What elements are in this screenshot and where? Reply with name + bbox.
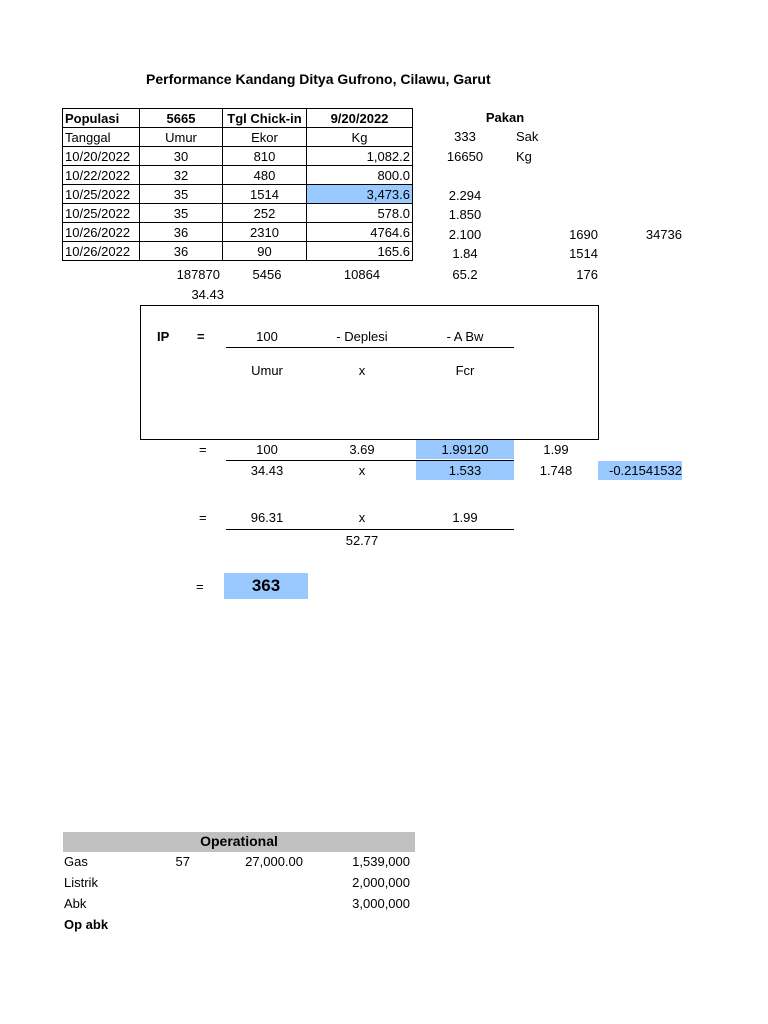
subheader-umur[interactable]: Umur bbox=[140, 128, 223, 147]
cell-tanggal[interactable]: 10/22/2022 bbox=[63, 166, 140, 185]
side-value-1690[interactable]: 1690 bbox=[569, 227, 598, 242]
formula-numerator-abw[interactable]: - A Bw bbox=[446, 329, 484, 344]
header-tgl-chickin[interactable]: Tgl Chick-in bbox=[223, 109, 307, 128]
calc1-den-fcr-selected[interactable]: 1.533 bbox=[416, 461, 514, 480]
cell-tanggal[interactable]: 10/26/2022 bbox=[63, 242, 140, 261]
calc1-den-x[interactable]: x bbox=[358, 463, 366, 478]
calc2-num-value[interactable]: 96.31 bbox=[250, 510, 284, 525]
calc1-den-extra[interactable]: 1.748 bbox=[539, 463, 573, 478]
side-value-176[interactable]: 176 bbox=[576, 267, 598, 282]
formula-denominator-x[interactable]: x bbox=[358, 363, 366, 378]
header-populasi[interactable]: Populasi bbox=[63, 109, 140, 128]
cell-tanggal[interactable]: 10/20/2022 bbox=[63, 147, 140, 166]
op-label-abk[interactable]: Abk bbox=[64, 896, 87, 911]
table-row bbox=[63, 242, 413, 261]
op-abk-label[interactable]: Op abk bbox=[64, 917, 109, 932]
table-row bbox=[63, 185, 413, 204]
cell-tanggal[interactable]: 10/25/2022 bbox=[63, 185, 140, 204]
cell-umur[interactable]: 35 bbox=[140, 204, 223, 223]
fcr-value[interactable]: 1.84 bbox=[452, 246, 478, 261]
calc2-equals: = bbox=[199, 510, 207, 525]
cell-kg[interactable]: 800.0 bbox=[307, 166, 413, 185]
cell-ekor[interactable]: 252 bbox=[223, 204, 307, 223]
formula-numerator-deplesi[interactable]: - Deplesi bbox=[336, 329, 388, 344]
cell-tanggal[interactable]: 10/26/2022 bbox=[63, 223, 140, 242]
total-kg[interactable]: 10864 bbox=[343, 267, 381, 282]
subheader-kg[interactable]: Kg bbox=[307, 128, 413, 147]
avg-umur[interactable]: 34.43 bbox=[191, 287, 224, 302]
fcr-total[interactable]: 65.2 bbox=[452, 267, 478, 282]
page-title: Performance Kandang Ditya Gufrono, Cilawu, Garut bbox=[146, 71, 491, 87]
ip-equals: = bbox=[197, 329, 205, 344]
pakan-kg-unit[interactable]: Kg bbox=[516, 149, 532, 164]
formula-denominator-umur[interactable]: Umur bbox=[251, 363, 283, 378]
result-equals: = bbox=[196, 579, 204, 594]
header-populasi-value[interactable]: 5665 bbox=[140, 109, 223, 128]
op-total-listrik[interactable]: 2,000,000 bbox=[352, 875, 410, 890]
operational-title[interactable]: Operational bbox=[200, 833, 278, 849]
cell-kg[interactable]: 578.0 bbox=[307, 204, 413, 223]
subheader-ekor[interactable]: Ekor bbox=[223, 128, 307, 147]
cell-umur[interactable]: 35 bbox=[140, 185, 223, 204]
fcr-value[interactable]: 2.100 bbox=[448, 227, 482, 242]
cell-tanggal[interactable]: 10/25/2022 bbox=[63, 204, 140, 223]
calc1-num-100[interactable]: 100 bbox=[256, 442, 278, 457]
performance-table bbox=[62, 108, 413, 261]
op-price-gas[interactable]: 27,000.00 bbox=[245, 854, 303, 869]
subheader-tanggal[interactable]: Tanggal bbox=[63, 128, 140, 147]
pakan-sak-qty[interactable]: 333 bbox=[454, 129, 476, 144]
fcr-value[interactable]: 2.294 bbox=[448, 188, 482, 203]
total-ekor[interactable]: 5456 bbox=[252, 267, 282, 282]
fcr-value[interactable]: 1.850 bbox=[448, 207, 482, 222]
table-row bbox=[63, 147, 413, 166]
calc2-num-x[interactable]: x bbox=[358, 510, 366, 525]
table-row bbox=[63, 166, 413, 185]
table-subheader-row bbox=[63, 128, 413, 147]
op-total-abk[interactable]: 3,000,000 bbox=[352, 896, 410, 911]
pakan-kg-qty[interactable]: 16650 bbox=[446, 149, 484, 164]
cell-kg-selected[interactable]: 3,473.6 bbox=[307, 185, 413, 204]
table-header-row bbox=[63, 109, 413, 128]
ip-label: IP bbox=[157, 329, 170, 344]
formula-fraction-line bbox=[226, 347, 514, 348]
op-total-gas[interactable]: 1,539,000 bbox=[352, 854, 410, 869]
op-label-listrik[interactable]: Listrik bbox=[64, 875, 98, 890]
op-qty-gas[interactable]: 57 bbox=[175, 854, 190, 869]
formula-numerator-100[interactable]: 100 bbox=[256, 329, 278, 344]
op-label-gas[interactable]: Gas bbox=[64, 854, 88, 869]
side-value-1514[interactable]: 1514 bbox=[569, 246, 598, 261]
calc1-equals: = bbox=[199, 442, 207, 457]
cell-kg[interactable]: 1,082.2 bbox=[307, 147, 413, 166]
cell-kg[interactable]: 4764.6 bbox=[307, 223, 413, 242]
cell-kg[interactable]: 165.6 bbox=[307, 242, 413, 261]
pakan-label[interactable]: Pakan bbox=[485, 110, 525, 125]
pakan-sak-unit[interactable]: Sak bbox=[516, 129, 539, 144]
calc2-fraction-line bbox=[226, 529, 514, 530]
cell-ekor[interactable]: 1514 bbox=[223, 185, 307, 204]
calc1-num-deplesi[interactable]: 3.69 bbox=[349, 442, 375, 457]
cell-umur[interactable]: 36 bbox=[140, 242, 223, 261]
cell-ekor[interactable]: 810 bbox=[223, 147, 307, 166]
calc2-num-fcr[interactable]: 1.99 bbox=[452, 510, 478, 525]
calc1-diff-selected[interactable]: -0.21541532 bbox=[598, 461, 682, 480]
table-row bbox=[63, 223, 413, 242]
cell-umur[interactable]: 32 bbox=[140, 166, 223, 185]
cell-ekor[interactable]: 2310 bbox=[223, 223, 307, 242]
calc1-den-umur[interactable]: 34.43 bbox=[250, 463, 284, 478]
calc1-num-abw-selected[interactable]: 1.99120 bbox=[416, 440, 514, 459]
total-umur-sum[interactable]: 187870 bbox=[176, 267, 220, 282]
cell-umur[interactable]: 30 bbox=[140, 147, 223, 166]
ip-result[interactable]: 363 bbox=[224, 573, 308, 599]
cell-ekor[interactable]: 90 bbox=[223, 242, 307, 261]
calc1-num-extra[interactable]: 1.99 bbox=[543, 442, 569, 457]
formula-denominator-fcr[interactable]: Fcr bbox=[455, 363, 475, 378]
table-row bbox=[63, 204, 413, 223]
cell-umur[interactable]: 36 bbox=[140, 223, 223, 242]
header-chickin-date[interactable]: 9/20/2022 bbox=[307, 109, 413, 128]
side-value-34736[interactable]: 34736 bbox=[645, 227, 682, 242]
calc2-denominator[interactable]: 52.77 bbox=[345, 533, 379, 548]
cell-ekor[interactable]: 480 bbox=[223, 166, 307, 185]
